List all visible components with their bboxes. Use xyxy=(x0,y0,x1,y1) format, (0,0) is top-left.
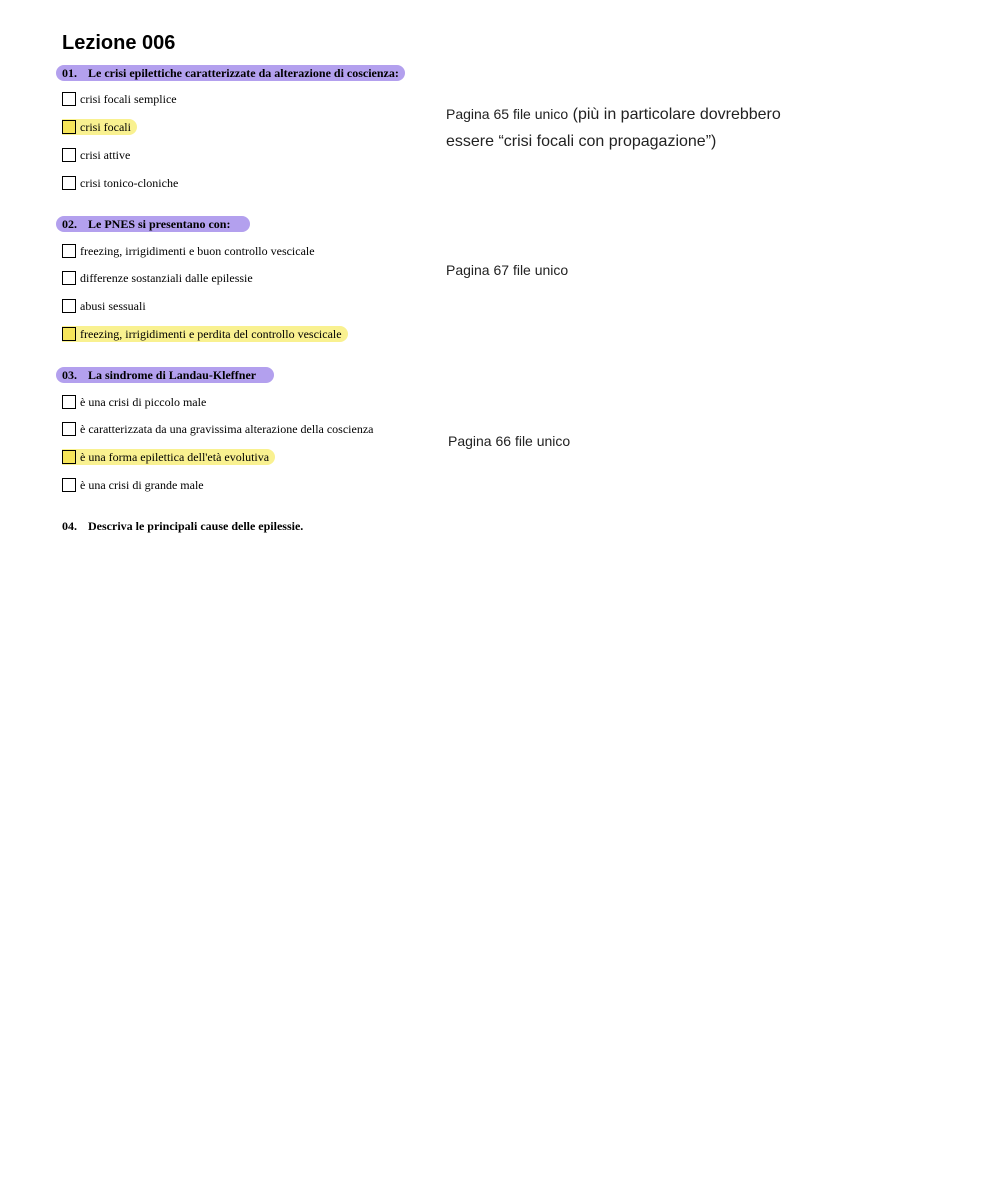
option-label: crisi tonico-cloniche xyxy=(80,176,179,190)
checkbox[interactable] xyxy=(62,148,76,162)
question-number: 03. xyxy=(62,368,77,382)
page-title: Lezione 006 xyxy=(62,32,176,54)
checkbox[interactable] xyxy=(62,478,76,492)
checkbox[interactable] xyxy=(62,395,76,409)
question-01 xyxy=(62,65,405,81)
option-label: abusi sessuali xyxy=(80,299,146,313)
option-label: crisi focali semplice xyxy=(80,92,177,106)
option-label: differenze sostanziali dalle epilessie xyxy=(80,271,253,285)
checkbox[interactable] xyxy=(62,120,76,134)
checkbox[interactable] xyxy=(62,244,76,258)
option-label: crisi focali xyxy=(80,120,131,134)
note-reference: Pagina 65 file unico xyxy=(446,106,569,122)
question-number: 02. xyxy=(62,217,77,231)
answer-option[interactable] xyxy=(62,91,183,107)
checkbox[interactable] xyxy=(62,271,76,285)
checkbox[interactable] xyxy=(62,92,76,106)
question-04 xyxy=(62,518,309,534)
answer-option[interactable] xyxy=(62,477,210,493)
question-02 xyxy=(62,216,250,232)
question-text: La sindrome di Landau-Kleffner xyxy=(88,368,257,382)
checkbox[interactable] xyxy=(62,299,76,313)
question-03 xyxy=(62,367,274,383)
note-detail: (più in particolare dovrebbero xyxy=(568,106,781,123)
answer-option[interactable] xyxy=(62,270,259,286)
answer-option-correct[interactable] xyxy=(62,449,275,465)
note-q03: Pagina 66 file unico xyxy=(448,433,571,449)
option-label: crisi attive xyxy=(80,148,131,162)
answer-option-correct[interactable] xyxy=(62,326,348,342)
answer-option[interactable] xyxy=(62,298,152,314)
option-label: è una forma epilettica dell'età evolutiva xyxy=(80,450,270,464)
question-text: Le crisi epilettiche caratterizzate da alterazione di coscienza: xyxy=(88,66,399,80)
option-label: è caratterizzata da una gravissima alterazione della coscienza xyxy=(80,422,374,436)
answer-option[interactable] xyxy=(62,421,380,437)
answer-option[interactable] xyxy=(62,394,212,410)
question-number: 01. xyxy=(62,66,77,80)
question-number: 04. xyxy=(62,519,77,533)
note-detail-line2: essere “crisi focali con propagazione”) xyxy=(446,133,717,150)
answer-option-correct[interactable] xyxy=(62,119,137,135)
note-q02: Pagina 67 file unico xyxy=(446,262,569,278)
checkbox[interactable] xyxy=(62,422,76,436)
checkbox[interactable] xyxy=(62,176,76,190)
answer-option[interactable] xyxy=(62,175,184,191)
option-label: è una crisi di grande male xyxy=(80,478,204,492)
answer-option[interactable] xyxy=(62,243,321,259)
note-q01 xyxy=(446,101,781,155)
option-label: freezing, irrigidimenti e buon controllo vescicale xyxy=(80,244,315,258)
option-label: freezing, irrigidimenti e perdita del controllo vescicale xyxy=(80,327,342,341)
option-label: è una crisi di piccolo male xyxy=(80,395,207,409)
question-text: Descriva le principali cause delle epilessie. xyxy=(88,519,304,533)
checkbox[interactable] xyxy=(62,327,76,341)
question-text: Le PNES si presentano con: xyxy=(88,217,231,231)
checkbox[interactable] xyxy=(62,450,76,464)
answer-option[interactable] xyxy=(62,147,136,163)
